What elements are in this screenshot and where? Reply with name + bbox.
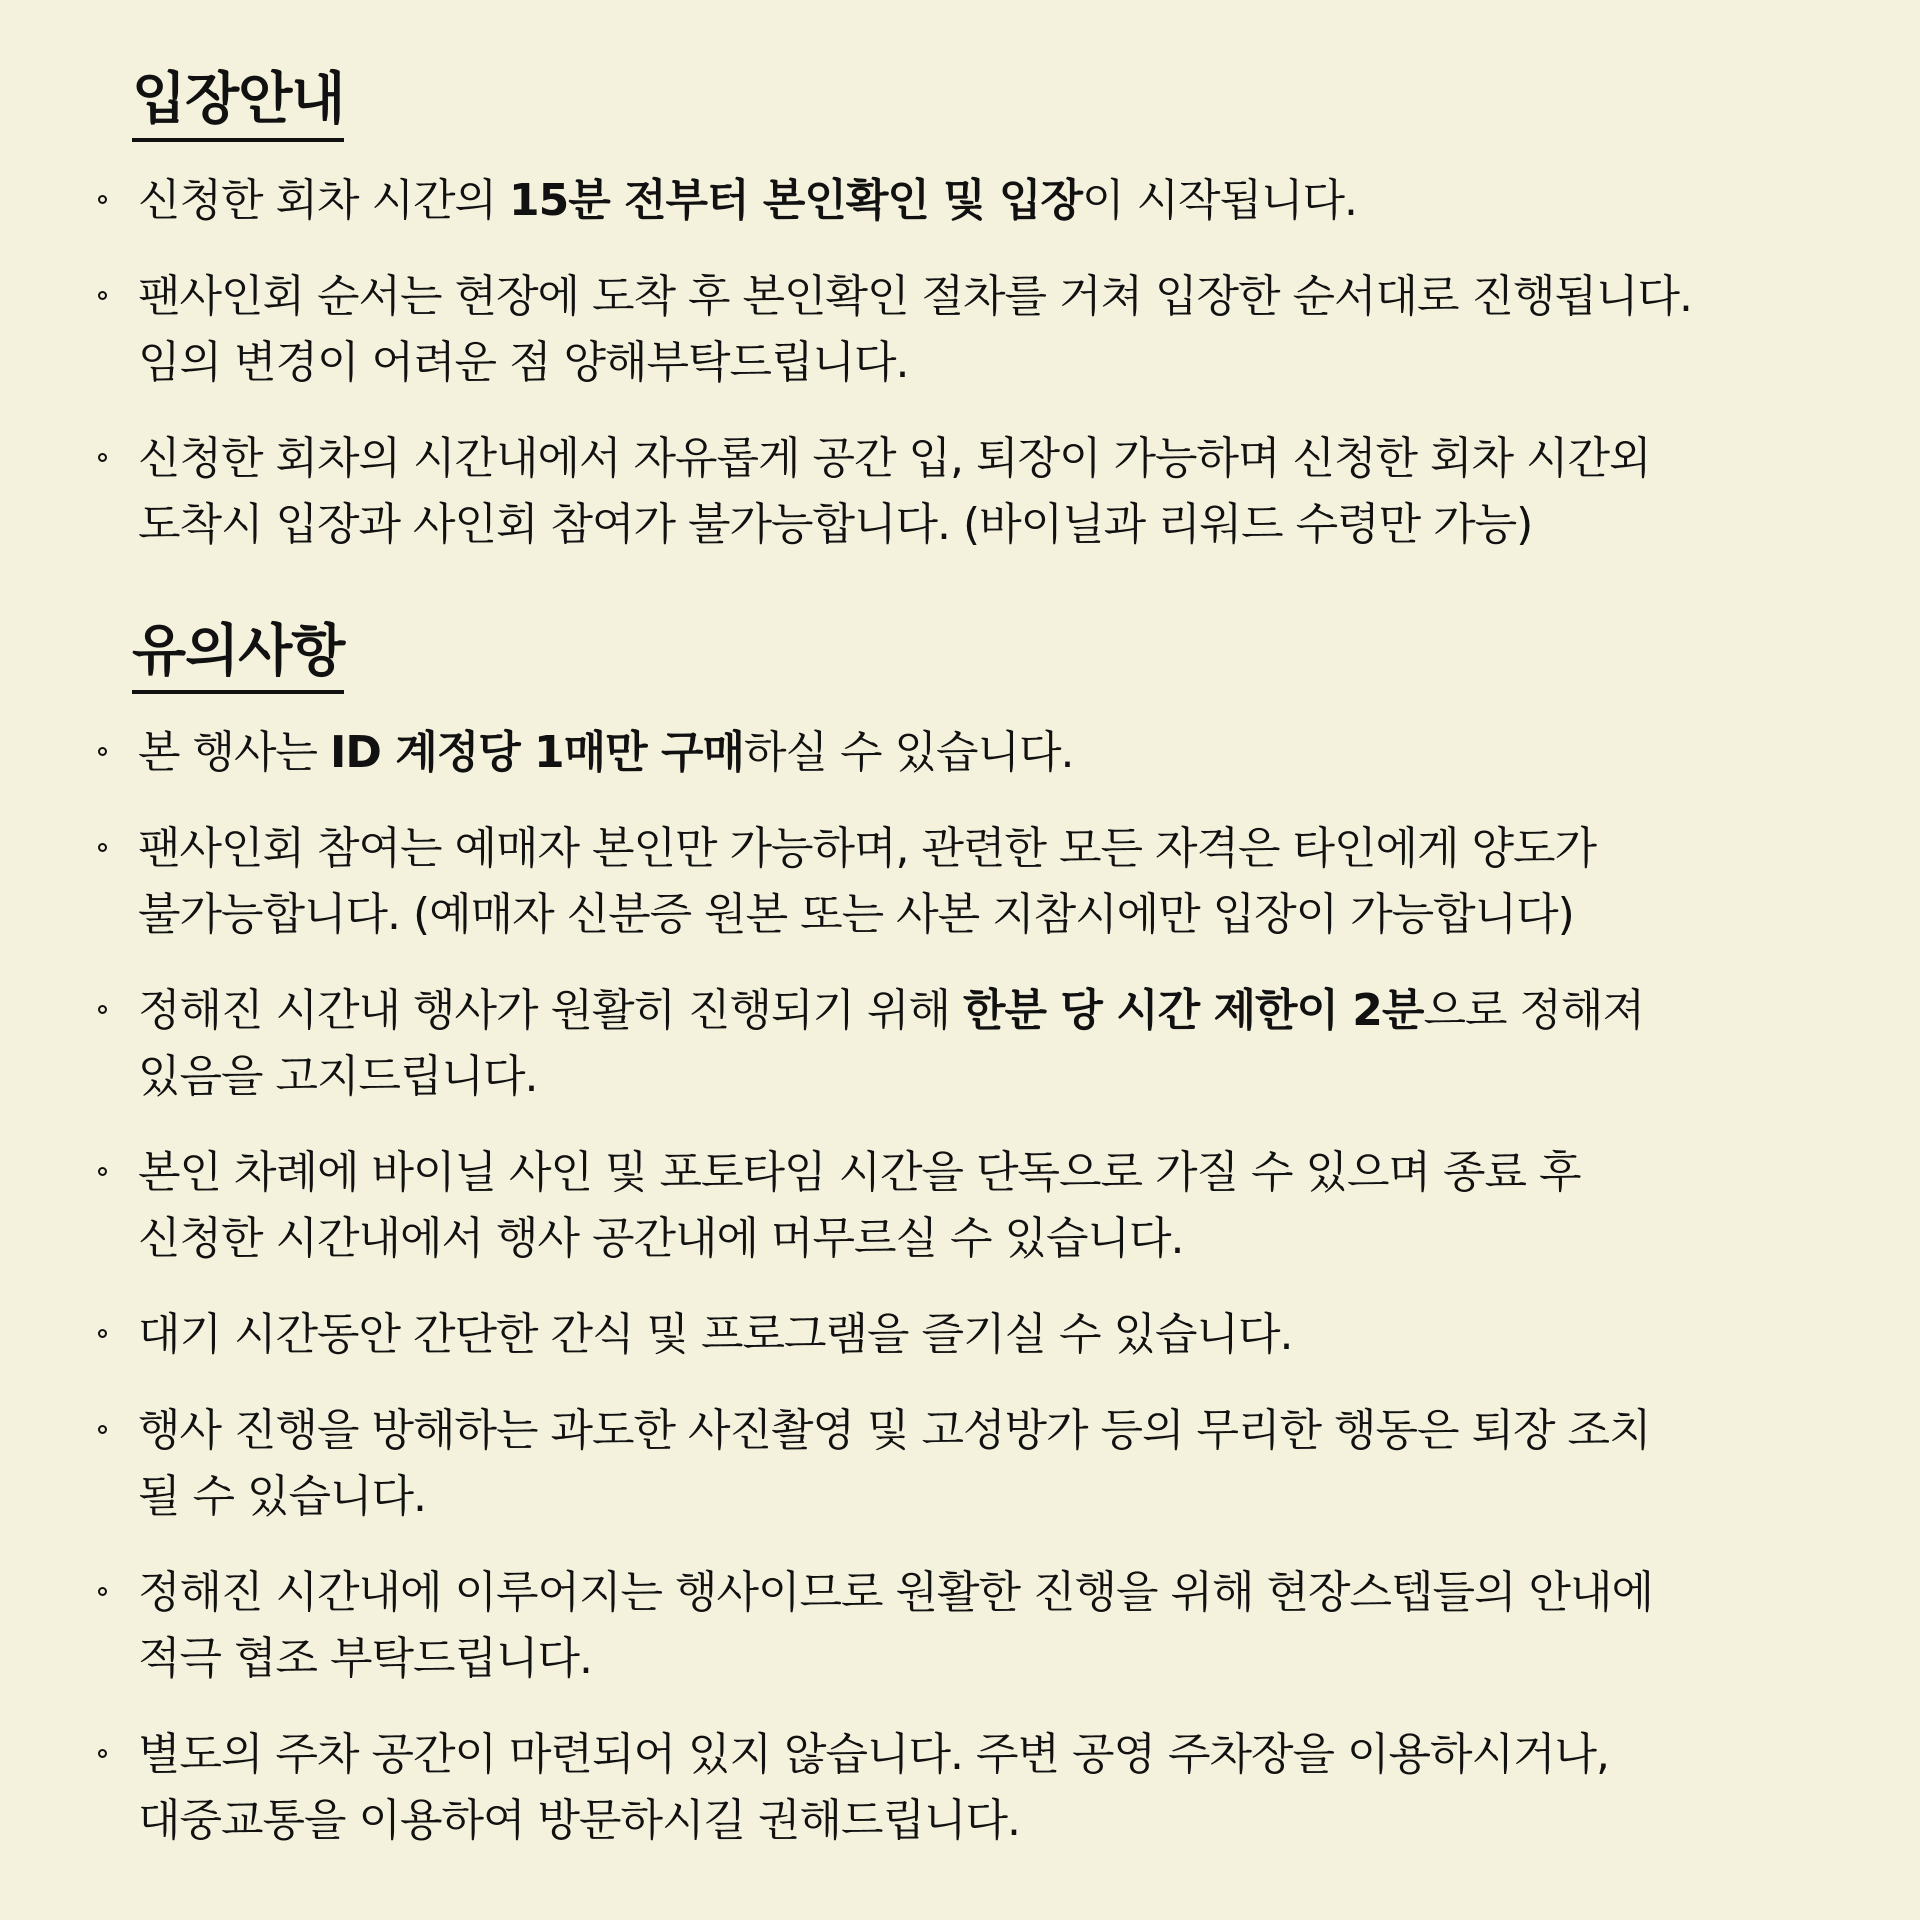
list-item [98,1722,1880,1854]
entry-guide-list [98,168,1880,558]
list-item [98,426,1880,558]
bullet-circle-icon [98,1329,107,1338]
item-line: 도착시 입장과 사인회 참여가 불가능합니다. (바이닐과 리워드 수령만 가능) [138,499,1533,550]
item-line: 팬사인회 순서는 현장에 도착 후 본인확인 절차를 거쳐 입장한 순서대로 진행됩니다. [138,271,1692,322]
item-text: 으로 정해져 [1423,985,1644,1036]
item-line [138,168,1880,234]
item-emphasis: 15분 전부터 본인확인 및 입장 [509,175,1083,226]
list-item [98,264,1880,396]
item-line: 대중교통을 이용하여 방문하시길 권해드립니다. [138,1795,1021,1846]
list-item [98,816,1880,948]
list-item [98,1398,1880,1530]
bullet-circle-icon [98,195,107,204]
item-text: 정해진 시간내 행사가 원활히 진행되기 위해 [138,985,963,1036]
list-item [98,1560,1880,1692]
item-line: 별도의 주차 공간이 마련되어 있지 않습니다. 주변 공영 주차장을 이용하시거나, [138,1729,1609,1780]
item-text: 하실 수 있습니다. [744,727,1074,778]
bullet-circle-icon [98,1167,107,1176]
item-line: 신청한 시간내에서 행사 공간내에 머무르실 수 있습니다. [138,1213,1184,1264]
item-line: 본인 차례에 바이닐 사인 및 포토타임 시간을 단독으로 가질 수 있으며 종료 후 [138,1147,1581,1198]
bullet-circle-icon [98,747,107,756]
list-item [98,720,1880,786]
list-item [98,168,1880,234]
item-line: 될 수 있습니다. [138,1471,426,1522]
item-line: 대기 시간동안 간단한 간식 및 프로그램을 즐기실 수 있습니다. [138,1309,1293,1360]
bullet-circle-icon [98,1587,107,1596]
item-line [138,978,1880,1044]
item-line: 행사 진행을 방해하는 과도한 사진촬영 및 고성방가 등의 무리한 행동은 퇴장 조치 [138,1405,1651,1456]
item-line: 불가능합니다. (예매자 신분증 원본 또는 사본 지참시에만 입장이 가능합니다) [138,889,1574,940]
bullet-circle-icon [98,291,107,300]
item-line: 적극 협조 부탁드립니다. [138,1633,592,1684]
list-item [98,1140,1880,1272]
entry-guide-section [98,62,1880,558]
bullet-circle-icon [98,1425,107,1434]
item-line: 팬사인회 참여는 예매자 본인만 가능하며, 관련한 모든 자격은 타인에게 양도가 [138,823,1596,874]
item-line: 있음을 고지드립니다. [138,1051,538,1102]
list-item [98,978,1880,1110]
precautions-section [98,614,1880,1854]
item-text: 본 행사는 [138,727,330,778]
bullet-circle-icon [98,1749,107,1758]
item-emphasis: ID 계정당 1매만 구매 [330,727,744,778]
list-item [98,1302,1880,1368]
item-text: 신청한 회차 시간의 [138,175,509,226]
bullet-circle-icon [98,1005,107,1014]
item-emphasis: 한분 당 시간 제한이 2분 [963,985,1424,1036]
item-line: 신청한 회차의 시간내에서 자유롭게 공간 입, 퇴장이 가능하며 신청한 회차 시간외 [138,433,1651,484]
precautions-list [98,720,1880,1854]
item-line [138,720,1880,786]
item-text: 이 시작됩니다. [1082,175,1358,226]
item-line: 정해진 시간내에 이루어지는 행사이므로 원활한 진행을 위해 현장스텝들의 안내에 [138,1567,1654,1618]
item-line: 임의 변경이 어려운 점 양해부탁드립니다. [138,337,909,388]
bullet-circle-icon [98,453,107,462]
bullet-circle-icon [98,843,107,852]
precautions-heading: 유의사항 [132,614,344,694]
entry-guide-heading: 입장안내 [132,62,344,142]
